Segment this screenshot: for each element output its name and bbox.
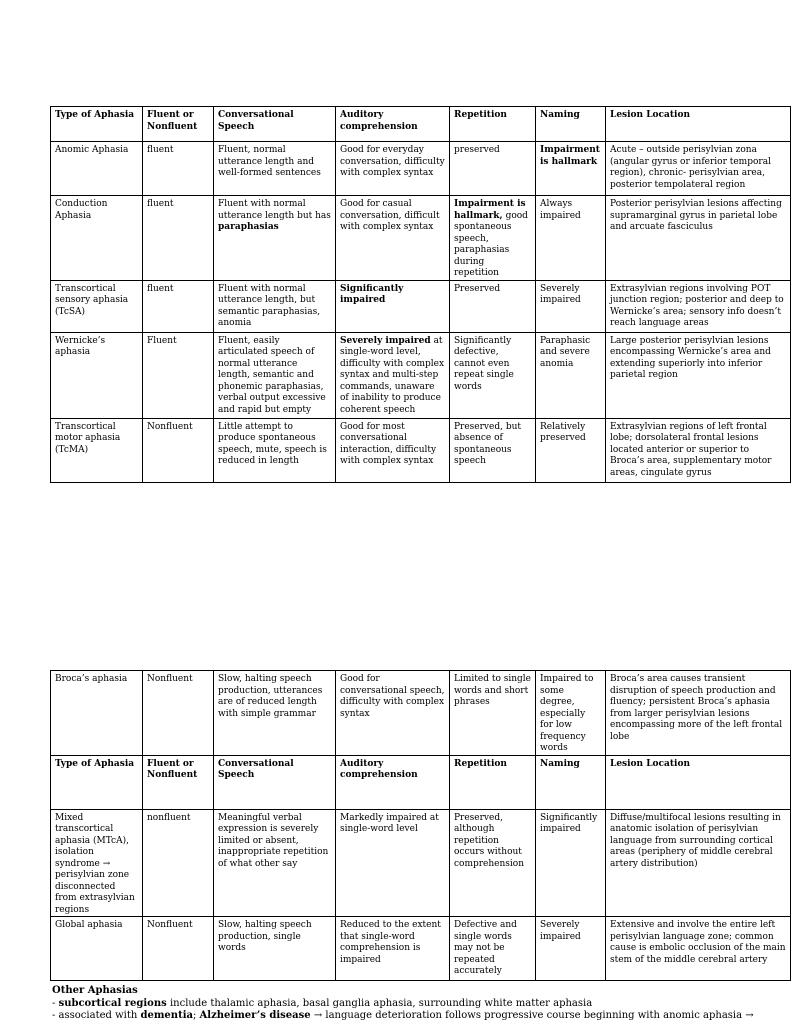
cell-fluent: Nonfluent — [143, 917, 214, 981]
header-repetition: Repetition — [450, 107, 536, 142]
table-row — [51, 671, 791, 756]
cell-lesion-location: Acute – outside perisylvian zona (angular gyrus or inferior temporal region), chronic- perisylvian area, posterior tempolateral region — [606, 142, 791, 196]
cell-auditory-comprehension: Reduced to the extent that single-word comprehension is impaired — [336, 917, 450, 981]
cell-conversational-speech: Meaningful verbal expression is severely limited or absent, inappropriate repetition of what other say — [214, 809, 336, 917]
section-title: Other Aphasias — [52, 985, 138, 996]
cell-emphasis: Severely impaired — [340, 335, 431, 346]
cell-naming: Impairment is hallmark — [536, 142, 606, 196]
cell-naming: Impaired to some degree, especially for low frequency words — [536, 671, 606, 756]
header-fluent: Fluent or Nonfluent — [143, 107, 214, 142]
cell-repetition: Defective and single words may not be repeated accurately — [450, 917, 536, 981]
header-lesion-location: Lesion Location — [606, 107, 791, 142]
cell-auditory-comprehension: Markedly impaired at single-word level — [336, 809, 450, 917]
cell-emphasis: Impairment is hallmark, — [454, 199, 526, 221]
cell-lesion-location: Extrasylvian regions of left frontal lobe; dorsolateral frontal lesions located anterior or superior to Broca’s area, supplementary motor areas, cingulate gyrus — [606, 418, 791, 482]
table-row — [51, 196, 791, 281]
table-row — [51, 332, 791, 418]
cell-repetition: preserved — [450, 142, 536, 196]
cell-lesion-location: Posterior perisylvian lesions affecting supramarginal gyrus in parietal lobe and arcuate fasciculus — [606, 196, 791, 281]
cell-type: Anomic Aphasia — [51, 142, 143, 196]
cell-type: Transcortical sensory aphasia (TcSA) — [51, 280, 143, 332]
cell-conversational-speech: Little attempt to produce spontaneous speech, mute, speech is reduced in length — [214, 418, 336, 482]
cell-emphasis: paraphasias — [218, 222, 279, 232]
header-auditory-comprehension: Auditory comprehension — [336, 107, 450, 142]
cell-lesion-location: Large posterior perisylvian lesions encompassing Wernicke’s area and extending superiorly into inferior parietal region — [606, 332, 791, 418]
cell-repetition: Limited to single words and short phrases — [450, 671, 536, 756]
header-repetition: Repetition — [450, 755, 536, 809]
table-row — [51, 142, 791, 196]
cell-naming: Significantly impaired — [536, 809, 606, 917]
cell-naming: Severely impaired — [536, 280, 606, 332]
cell-conversational-speech: Fluent, easily articulated speech of normal utterance length, semantic and phonemic paraphasias, verbal output excessive and rapid but empty — [214, 332, 336, 418]
cell-text: Fluent with normal utterance length but has — [218, 199, 331, 221]
cell-auditory-comprehension — [336, 332, 450, 418]
cell-fluent: fluent — [143, 196, 214, 281]
cell-repetition — [450, 196, 536, 281]
other-aphasias-section — [52, 985, 768, 1023]
cell-fluent: fluent — [143, 142, 214, 196]
header-row — [51, 107, 791, 142]
header-lesion-location: Lesion Location — [606, 755, 791, 809]
header-type: Type of Aphasia — [51, 107, 143, 142]
header-type: Type of Aphasia — [51, 755, 143, 809]
cell-conversational-speech: Slow, halting speech production, utterances are of reduced length with simple grammar — [214, 671, 336, 756]
cell-fluent: Fluent — [143, 332, 214, 418]
cell-conversational-speech: Slow, halting speech production, single words — [214, 917, 336, 981]
bullet-text: → language deterioration follows progressive course beginning with anomic aphasia → — [313, 1010, 754, 1021]
cell-naming: Always impaired — [536, 196, 606, 281]
cell-text: good spontaneous speech, paraphasias during repetition — [454, 210, 528, 278]
cell-repetition: Preserved — [450, 280, 536, 332]
header-naming: Naming — [536, 755, 606, 809]
cell-type: Transcortical motor aphasia (TcMA) — [51, 418, 143, 482]
cell-lesion-location: Extrasylvian regions involving POT junction region; posterior and deep to Wernicke’s area; sensory info doesn’t reach language areas — [606, 280, 791, 332]
cell-type: Broca’s aphasia — [51, 671, 143, 756]
bullet-text: ; — [192, 1010, 197, 1021]
cell-fluent: fluent — [143, 280, 214, 332]
header-fluent: Fluent or Nonfluent — [143, 755, 214, 809]
aphasia-table-2 — [50, 670, 791, 981]
cell-auditory-comprehension: Significantly impaired — [336, 280, 450, 332]
bullet-emphasis: subcortical regions — [58, 997, 167, 1009]
cell-type: Wernicke’s aphasia — [51, 332, 143, 418]
cell-type: Global aphasia — [51, 917, 143, 981]
cell-naming: Severely impaired — [536, 917, 606, 981]
aphasia-table-1 — [50, 106, 791, 483]
cell-naming: Paraphasic and severe anomia — [536, 332, 606, 418]
cell-auditory-comprehension: Good for everyday conversation, difficulty with complex syntax — [336, 142, 450, 196]
cell-repetition: Significantly defective, cannot even repeat single words — [450, 332, 536, 418]
header-row — [51, 755, 791, 809]
cell-type: Mixed transcortical aphasia (MTcA), isolation syndrome → perisylvian zone disconnected from extrasylvian regions — [51, 809, 143, 917]
cell-conversational-speech — [214, 196, 336, 281]
bullet-line — [52, 1010, 768, 1023]
cell-auditory-comprehension: Good for casual conversation, difficult with complex syntax — [336, 196, 450, 281]
bullet-dash: - — [52, 997, 56, 1009]
cell-type: Conduction Aphasia — [51, 196, 143, 281]
cell-fluent: nonfluent — [143, 809, 214, 917]
cell-conversational-speech: Fluent with normal utterance length, but semantic paraphasias, anomia — [214, 280, 336, 332]
cell-text: at single-word level, difficulty with complex syntax and multi-step commands, unaware of inability to produce coherent speech — [340, 335, 445, 415]
bullet-emphasis: dementia — [140, 1010, 193, 1021]
bullet-text: include thalamic aphasia, basal ganglia aphasia, surrounding white matter aphasia — [169, 997, 593, 1009]
table-row — [51, 280, 791, 332]
cell-conversational-speech: Fluent, normal utterance length and well-formed sentences — [214, 142, 336, 196]
cell-auditory-comprehension: Good for most conversational interaction, difficulty with complex syntax — [336, 418, 450, 482]
table-row — [51, 809, 791, 917]
bullet-line — [52, 998, 768, 1011]
bullet-text: - associated with — [52, 1010, 138, 1021]
header-naming: Naming — [536, 107, 606, 142]
bullet-emphasis: Alzheimer’s disease — [199, 1010, 311, 1021]
cell-lesion-location: Broca’s area causes transient disruption of speech production and fluency; persistent Broca’s aphasia from larger perisylvian lesions encompassing more of the left frontal lobe — [606, 671, 791, 756]
header-conversational-speech: Conversational Speech — [214, 755, 336, 809]
cell-fluent: Nonfluent — [143, 671, 214, 756]
cell-naming: Relatively preserved — [536, 418, 606, 482]
cell-auditory-comprehension: Good for conversational speech, difficulty with complex syntax — [336, 671, 450, 756]
header-auditory-comprehension: Auditory comprehension — [336, 755, 450, 809]
cell-lesion-location: Diffuse/multifocal lesions resulting in anatomic isolation of perisylvian language from surrounding cortical areas (periphery of middle cerebral artery distribution) — [606, 809, 791, 917]
cell-repetition: Preserved, although repetition occurs without comprehension — [450, 809, 536, 917]
table-row — [51, 917, 791, 981]
cell-lesion-location: Extensive and involve the entire left perisylvian language zone; common cause is embolic occlusion of the main stem of the middle cerebral artery — [606, 917, 791, 981]
header-conversational-speech: Conversational Speech — [214, 107, 336, 142]
cell-repetition: Preserved, but absence of spontaneous speech — [450, 418, 536, 482]
table-row — [51, 418, 791, 482]
cell-fluent: Nonfluent — [143, 418, 214, 482]
